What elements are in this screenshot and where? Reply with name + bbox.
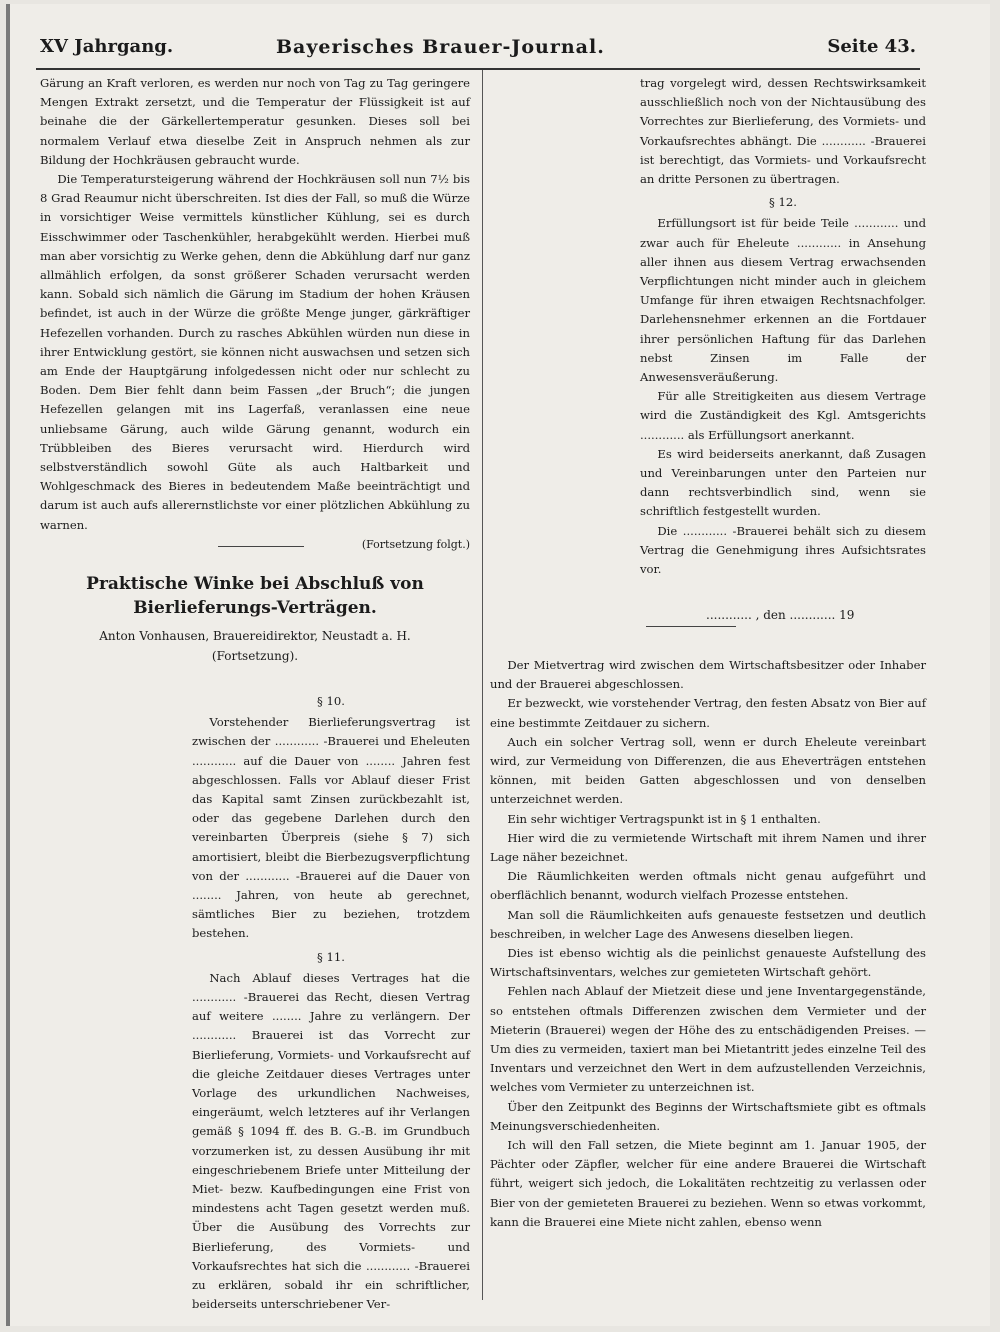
right-column-text xyxy=(640,74,926,579)
paragraph: Die Temperatursteigerung während der Hochkräusen soll nun 7½ bis 8 Grad Reaumur nicht überschreiten. Ist dies der Fall, so muß die Würze in vorsichtiger Weise vermittels künstlicher Kühlung, sei es durch Eisschwimmer oder Taschenkühler, herabgekühlt werden. Hierbei muß man aber vorsichtig zu Werke gehen, denn die Abkühlung darf nur ganz allmählich erfolgen, da sonst größerer Schaden verursacht werden kann. Sobald sich nämlich die Gärung im Stadium der hohen Kräusen befindet, ist auch in der Würze die größte Menge junger, gärkräftiger Hefezellen vorhanden. Durch zu rasches Abkühlen würden nun diese in ihrer Entwicklung gestört, sie können nicht auswachsen und setzen sich am Ende der Hauptgärung infolgedessen nicht oder nur schlecht zu Boden. Dem Bier fehlt dann beim Fassen „der Bruch“; die jungen Hefezellen gelangen mit ins Lagerfaß, veranlassen eine neue unliebsame Gärung, auch wilde Gärung genannt, wodurch ein Trübbleiben des Bieres verursacht wird. Hierdurch wird selbstverständlich sowohl Güte als auch Haltbarkeit und Wohlgeschmack des Bieres in bedeutendem Maße beeinträchtigt und darum ist auch aufs allerernstlichste vor einer plötzlichen Abkühlung zu warnen. xyxy=(40,172,470,532)
paragraph: Ein sehr wichtiger Vertragspunkt ist in § 1 enthalten. xyxy=(507,811,821,826)
paragraph: Der Mietvertrag wird zwischen dem Wirtschaftsbesitzer oder Inhaber und der Brauerei abgeschlossen. xyxy=(490,658,926,692)
continued-note: (Fortsetzung folgt.) xyxy=(361,537,470,551)
paragraph: Nach Ablauf dieses Vertrages hat die ............ -Brauerei das Recht, diesen Vertrag auf weitere ........ Jahre zu verlängern. Der ............ Brauerei ist das Vorrecht zur Bierlieferung, Vormiets- und Vorkaufsrecht auf die gleiche Zeitdauer dieses Vertrages unter Vorlage des urkundlichen Nachweises, eingeräumt, welch letzteres auf ihr Verlangen gemäß § 1094 ff. des B. G.-B. im Grundbuch vorzumerken ist, zu dessen Ausübung ihr mit eingeschriebenem Briefe unter Mitteilung der Miet- bezw. Kaufbedingungen eine Frist von mindestens acht Tagen gesetzt werden muß. Über die Ausübung des Vorrechts zur Bierlieferung, des Vormiets- und Vorkaufsrechtes hat sich die ............ -Brauerei zu erklären, sobald ihr ein schriftlicher, beiderseits unterschriebener Ver- xyxy=(192,970,470,1312)
paragraph: Vorstehender Bierlieferungsvertrag ist zwischen der ............ -Brauerei und Eheleuten ............ auf die Dauer von ........ Jahren fest abgeschlossen. Falls vor Ablauf dieser Frist das Kapital samt Zinsen zurückbezahlt ist, oder das gegebene Darlehen durch den vereinbarten Überpreis (siehe § 7) sich amortisiert, bleibt die Bierbezugsverpflichtung von der ............ -Brauerei auf die Dauer von ........ Jahren, von heute ab gerechnet, sämtliches Bier zu beziehen, trotzdem bestehen. xyxy=(192,715,470,941)
paragraph: Über den Zeitpunkt des Beginns der Wirtschaftsmiete gibt es oftmals Meinungsverschiedenheiten. xyxy=(490,1099,926,1133)
paragraph: Er bezweckt, wie vorstehender Vertrag, den festen Absatz von Bier auf eine bestimmte Zeitdauer zu sichern. xyxy=(490,696,926,730)
article-note: (Fortsetzung). xyxy=(211,649,299,663)
section-heading: § 11. xyxy=(317,949,345,964)
article-byline: Anton Vonhausen, Brauereidirektor, Neustadt a. H. xyxy=(99,629,411,643)
paragraph: trag vorgelegt wird, dessen Rechtswirksamkeit ausschließlich noch von der Nichtausübung des Vorrechtes zur Bierlieferung, des Vormiets- und Vorkaufsrechtes abhängt. Die ............ -Brauerei ist berechtigt, das Vormiets- und Vorkaufsrecht an dritte Personen zu übertragen. xyxy=(640,76,926,187)
signature-rule xyxy=(646,626,736,627)
article-title: Praktische Winke bei Abschluß von Bierlieferungs-Verträgen. xyxy=(86,574,424,618)
page-header xyxy=(36,32,920,70)
paragraph: Fehlen nach Ablauf der Mietzeit diese und jene Inventargegenstände, so entstehen oftmals Differenzen zwischen dem Vermieter und der Mieterin (Brauerei) wegen der Höhe des zu entschädigenden Preises. — Um dies zu vermeiden, taxiert man bei Mietantritt jedes einzelne Teil des Inventars und verzeichnet den Wert in dem aufzustellenden Verzeichnis, welches vom Vermieter zu unterzeichnen ist. xyxy=(490,984,926,1095)
paragraph: Es wird beiderseits anerkannt, daß Zusagen und Vereinbarungen unter den Parteien nur dann rechtsverbindlich sind, wenn sie schriftlich festgestellt wurden. xyxy=(640,446,926,519)
paragraph: Erfüllungsort ist für beide Teile ............ und zwar auch für Eheleute ............ in Ansehung aller ihnen aus diesem Vertrag erwachsenden Verpflichtungen nicht minder auch in gleichem Umfange für ihren etwaigen Rechtsnachfolger. Darlehensnehmer erkennen an die Fortdauer ihrer persönlichen Haftung für das Darlehen nebst Zinsen im Falle der Anwesensveräußerung. xyxy=(640,216,926,385)
journal-title: Bayerisches Brauer-Journal. xyxy=(276,36,605,58)
page-number: Seite 43. xyxy=(827,36,916,57)
paragraph: Für alle Streitigkeiten aus diesem Vertrage wird die Zuständigkeit des Kgl. Amtsgerichts ............ als Erfüllungsort anerkannt. xyxy=(640,389,926,442)
paragraph: Ich will den Fall setzen, die Miete beginnt am 1. Januar 1905, der Pächter oder Zäpfler, welcher für eine andere Brauerei die Wirtschaft führt, weigert sich jedoch, die Lokalitäten rechtzeitig zu verlassen oder Bier von der gemieteten Brauerei zu beziehen. Wenn so etwas vorkommt, kann die Brauerei eine Miete nicht zahlen, ebenso wenn xyxy=(490,1138,926,1229)
bottom-column-text xyxy=(490,656,926,1232)
section-rule xyxy=(218,546,304,547)
column-divider xyxy=(482,70,483,1300)
paragraph: Dies ist ebenso wichtig als die peinlichst genaueste Aufstellung des Wirtschaftsinventars, welches zur gemieteten Wirtschaft gehört. xyxy=(490,946,926,980)
paragraph: Die ............ -Brauerei behält sich zu diesem Vertrag die Genehmigung ihres Aufsichtsrates vor. xyxy=(640,523,926,577)
section-heading: § 10. xyxy=(317,694,345,708)
binding-edge xyxy=(6,4,10,1326)
paragraph: Gärung an Kraft verloren, es werden nur noch von Tag zu Tag geringere Mengen Extrakt zersetzt, und die Temperatur der Flüssigkeit ist auf beinahe die der Gärkellertemperatur gesunken. Dieses soll bei normalem Verlauf etwa dieselbe Zeit in Anspruch nehmen als zur Bildung der Hochkräusen gebraucht wurde. xyxy=(40,76,470,167)
left-column-text xyxy=(40,74,470,554)
journal-page xyxy=(6,4,990,1326)
section-heading: § 12. xyxy=(769,195,797,210)
volume-label: XV Jahrgang. xyxy=(40,36,174,57)
paragraph: Hier wird die zu vermietende Wirtschaft mit ihrem Namen und ihrer Lage näher bezeichnet. xyxy=(490,830,926,865)
left-lower-column xyxy=(192,688,470,1315)
paragraph: Auch ein solcher Vertrag soll, wenn er durch Eheleute vereinbart wird, zur Vermeidung von Differenzen, die aus Eheverträgen entstehen können, mit beiden Gatten abgeschlossen und von denselben unterzeichnet werden. xyxy=(490,734,926,807)
paragraph: Die Räumlichkeiten werden oftmals nicht genau aufgeführt und oberflächlich benannt, wodurch vielfach Prozesse entstehen. xyxy=(490,869,926,903)
paragraph: Man soll die Räumlichkeiten aufs genaueste festsetzen und deutlich beschreiben, in welcher Lage des Anwesens dieselben liegen. xyxy=(490,907,926,941)
dateline: ............ , den ............ 19 xyxy=(706,608,855,622)
